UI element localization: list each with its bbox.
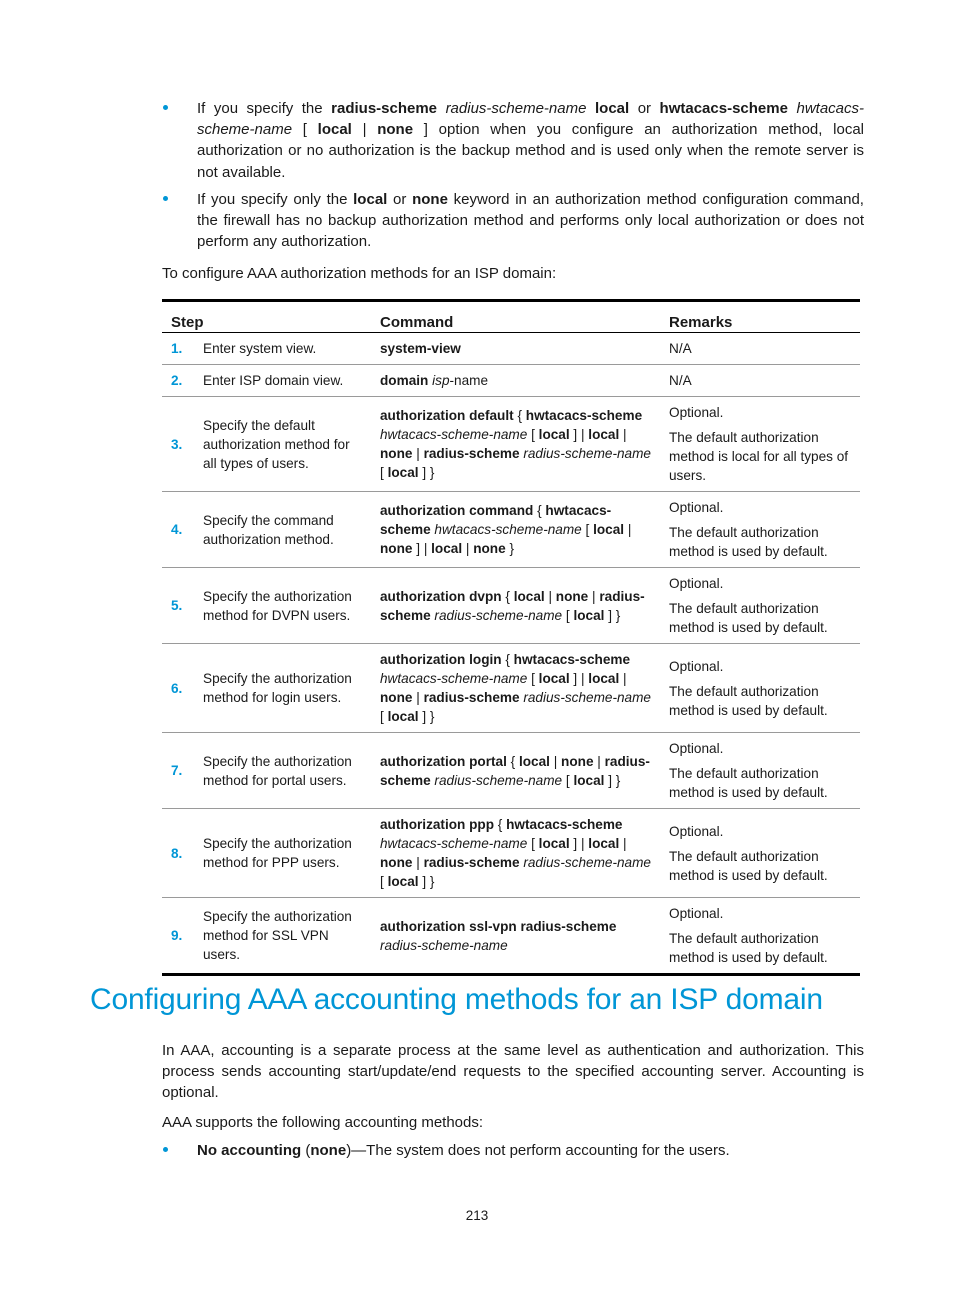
table-row: [162, 333, 860, 365]
step-description: Enter ISP domain view.: [195, 365, 371, 397]
table-row: [162, 492, 860, 568]
table-row: [162, 809, 860, 898]
table-row: [162, 397, 860, 492]
step-number: 7.: [162, 733, 195, 809]
step-description: Specify the authorization method for DVPN users.: [195, 568, 371, 644]
step-description: Specify the command authorization method.: [195, 492, 371, 568]
step-command: authorization command { hwtacacs-scheme hwtacacs-scheme-name [ local | none ] | local | none }: [371, 492, 660, 568]
step-description: Specify the authorization method for portal users.: [195, 733, 371, 809]
table-row: [162, 365, 860, 397]
methods-intro: AAA supports the following accounting methods:: [162, 1114, 484, 1131]
bullet-dot-icon: [163, 1147, 168, 1152]
argument: radius-scheme-name: [434, 607, 563, 623]
argument: hwtacacs-scheme-name: [434, 522, 582, 537]
step-remarks: [660, 733, 860, 809]
remark-line: The default authorization method is used by default.: [669, 525, 828, 559]
remark-line: N/A: [669, 341, 692, 356]
keyword: radius-scheme: [331, 100, 438, 117]
keyword: none: [380, 690, 413, 705]
keyword: local: [594, 100, 630, 117]
keyword: system-view: [380, 341, 461, 356]
keyword: local: [431, 541, 463, 556]
keyword: radius-scheme: [380, 588, 645, 623]
keyword: hwtacacs-scheme: [380, 503, 612, 537]
bullet-text: If you specify the radius-scheme radius-scheme-name local or hwtacacs-scheme hwtacacs-scheme-name [ local | none ] option when you configure an authorization method, local authorization or no authorization is the backup method and is used only when the remote server is not available.: [197, 100, 865, 181]
keyword: radius-scheme: [423, 855, 520, 870]
accounting-methods-list: [162, 1140, 864, 1161]
keyword: authorization default: [380, 408, 514, 423]
keyword: local: [588, 836, 620, 851]
table-header-row: [162, 301, 860, 333]
argument: isp: [432, 373, 450, 388]
keyword: authorization ppp: [380, 817, 495, 832]
argument: radius-scheme-name: [434, 772, 563, 788]
keyword: local: [317, 121, 352, 139]
step-command: authorization default { hwtacacs-scheme hwtacacs-scheme-name [ local ] | local | none | radius-scheme radius-scheme-name [ local ] }: [371, 397, 660, 492]
keyword: local: [573, 772, 605, 788]
authorization-steps-table: [162, 299, 860, 976]
keyword: radius-scheme: [380, 753, 650, 788]
keyword: authorization command: [380, 503, 534, 518]
table-row: [162, 898, 860, 975]
keyword: radius-scheme: [423, 690, 520, 705]
keyword: local: [513, 588, 545, 604]
step-number: 3.: [162, 397, 195, 492]
keyword: local: [538, 836, 570, 851]
step-number: 6.: [162, 644, 195, 733]
keyword: none: [310, 1142, 347, 1159]
bullet-text: No accounting (none)—The system does not perform accounting for the users.: [197, 1142, 730, 1159]
argument: hwtacacs-scheme-name: [380, 836, 528, 851]
keyword: domain: [380, 373, 429, 388]
bullet-item: [162, 189, 864, 253]
keyword: authorization ssl-vpn radius-scheme: [380, 918, 617, 934]
table-intro: To configure AAA authorization methods for an ISP domain:: [162, 265, 557, 282]
remark-line: Optional.: [669, 741, 724, 756]
remark-line: Optional.: [669, 405, 724, 420]
keyword: authorization login: [380, 652, 502, 667]
step-number: 5.: [162, 568, 195, 644]
authorization-notes-list: [162, 98, 864, 258]
section-title: Configuring AAA accounting methods for an ISP domain: [90, 983, 823, 1016]
step-description: Enter system view.: [195, 333, 371, 365]
step-number: 4.: [162, 492, 195, 568]
keyword: No accounting: [197, 1142, 302, 1159]
table-row: [162, 568, 860, 644]
keyword: local: [387, 874, 419, 889]
remark-line: The default authorization method is used by default.: [669, 931, 828, 965]
keyword: radius-scheme: [423, 446, 520, 461]
keyword: authorization portal: [380, 753, 507, 769]
accounting-paragraph: In AAA, accounting is a separate process at the same level as authentication and authorization. This process sends accounting start/update/end requests to the specified accounting server. Accounting is optional.: [162, 1042, 864, 1102]
step-description: Specify the authorization method for login users.: [195, 644, 371, 733]
remark-line: N/A: [669, 373, 692, 388]
bullet-item: [162, 1140, 864, 1161]
argument: hwtacacs-scheme-name: [197, 100, 865, 139]
step-number: 8.: [162, 809, 195, 898]
keyword: none: [412, 190, 448, 208]
keyword: none: [555, 588, 589, 604]
step-remarks: [660, 898, 860, 975]
keyword: none: [380, 855, 413, 870]
remark-line: The default authorization method is used by default.: [669, 848, 828, 883]
bullet-dot-icon: [163, 196, 168, 201]
keyword: local: [387, 709, 419, 724]
keyword: local: [573, 607, 605, 623]
keyword: local: [593, 522, 625, 537]
keyword: none: [377, 121, 414, 139]
step-number: 1.: [162, 333, 195, 365]
keyword: local: [518, 753, 550, 769]
remark-line: Optional.: [669, 823, 724, 839]
remark-line: The default authorization method is used by default.: [669, 683, 828, 718]
page-number: 213: [465, 1208, 489, 1223]
table-row: [162, 644, 860, 733]
bullet-dot-icon: [163, 105, 168, 110]
header-step: Step: [162, 301, 371, 333]
keyword: local: [588, 671, 620, 686]
keyword: none: [473, 541, 506, 556]
argument: radius-scheme-name: [445, 100, 587, 117]
keyword: local: [538, 671, 570, 686]
keyword: authorization dvpn: [380, 588, 502, 604]
bullet-item: [162, 98, 864, 183]
step-command: domain isp-name: [371, 365, 660, 397]
keyword: none: [380, 446, 413, 461]
step-remarks: [660, 397, 860, 492]
keyword: local: [538, 427, 570, 442]
keyword: local: [588, 427, 620, 442]
header-command: Command: [371, 301, 660, 333]
remark-line: Optional.: [669, 658, 724, 674]
argument: radius-scheme-name: [380, 937, 508, 953]
keyword: hwtacacs-scheme: [506, 817, 623, 832]
remark-line: Optional.: [669, 576, 724, 591]
argument: hwtacacs-scheme-name: [380, 671, 528, 686]
step-description: Specify the authorization method for PPP users.: [195, 809, 371, 898]
step-remarks: [660, 568, 860, 644]
step-description: Specify the authorization method for SSL VPN users.: [203, 909, 352, 962]
step-number: 2.: [162, 365, 195, 397]
step-command: authorization login { hwtacacs-scheme hwtacacs-scheme-name [ local ] | local | none | radius-scheme radius-scheme-name [ local ] }: [371, 644, 660, 733]
step-command: [371, 898, 660, 975]
remark-line: Optional.: [669, 500, 724, 515]
step-command: authorization ppp { hwtacacs-scheme hwtacacs-scheme-name [ local ] | local | none | radius-scheme radius-scheme-name [ local ] }: [371, 809, 660, 898]
step-number: 9.: [171, 928, 183, 943]
keyword: none: [561, 753, 594, 769]
argument: radius-scheme-name: [523, 855, 651, 870]
keyword: hwtacacs-scheme: [513, 652, 631, 667]
keyword: local: [387, 465, 419, 480]
table-body: [162, 333, 860, 975]
remark-line: The default authorization method is used by default.: [669, 601, 828, 635]
step-command: authorization dvpn { local | none | radius-scheme radius-scheme-name [ local ] }: [371, 568, 660, 644]
step-command: [371, 333, 660, 365]
argument: hwtacacs-scheme-name: [380, 427, 528, 442]
header-remarks: Remarks: [660, 301, 860, 333]
remark-line: The default authorization method is local for all types of users.: [669, 430, 849, 483]
remark-line: The default authorization method is used by default.: [669, 766, 828, 800]
keyword: none: [380, 541, 413, 556]
remark-line: Optional.: [669, 906, 724, 921]
step-remarks: [660, 333, 860, 365]
step-remarks: [660, 809, 860, 898]
step-remarks: [660, 492, 860, 568]
step-remarks: [660, 365, 860, 397]
table-row: [162, 733, 860, 809]
keyword: hwtacacs-scheme: [525, 408, 643, 423]
keyword: local: [353, 190, 388, 208]
argument: radius-scheme-name: [523, 690, 651, 705]
argument: radius-scheme-name: [523, 446, 651, 461]
bullet-text: If you specify only the local or none keyword in an authorization method configuration command, the firewall has no backup authorization method and performs only local authorization or does not perform any authorization.: [197, 190, 864, 251]
keyword: hwtacacs-scheme: [659, 100, 788, 117]
step-description: Specify the default authorization method for all types of users.: [195, 397, 371, 492]
step-remarks: [660, 644, 860, 733]
step-command: authorization portal { local | none | radius-scheme radius-scheme-name [ local ] }: [371, 733, 660, 809]
